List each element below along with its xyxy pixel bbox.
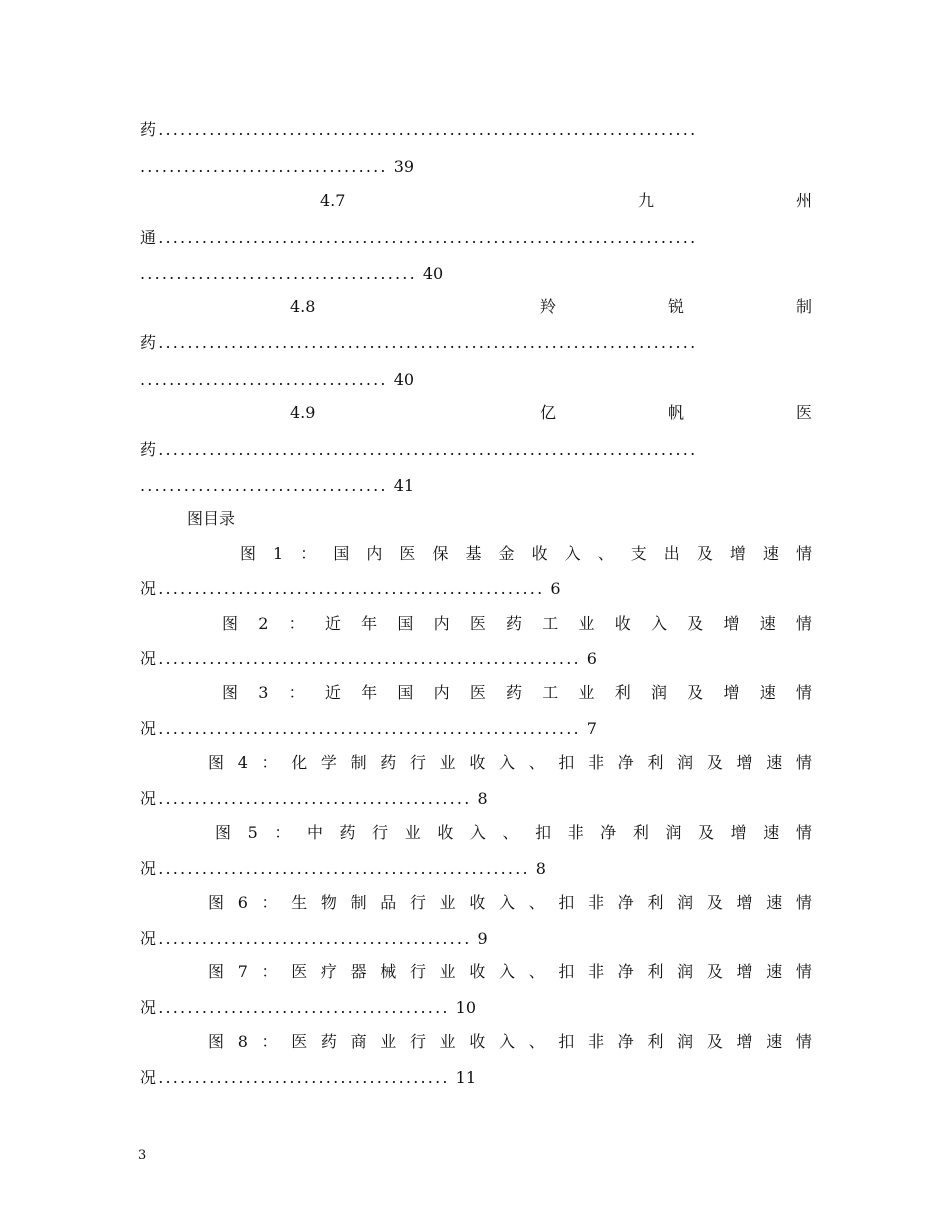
figure-title-char: 增 [723, 614, 740, 633]
toc-dot-leader: ........................................... [158, 929, 472, 948]
figure-title-char: 业 [380, 1032, 397, 1051]
toc-lead-char: 况 [140, 789, 159, 808]
toc-lead-char: 况 [140, 1068, 159, 1087]
figure-title-char: 增 [730, 823, 747, 842]
toc-entry-char: 帆 [668, 403, 685, 422]
figure-title-char: 药 [339, 823, 356, 842]
toc-page-number: 39 [393, 157, 415, 176]
figure-title-char: 润 [677, 893, 694, 912]
figure-title-char: 图 [208, 753, 225, 772]
figure-title-char: 增 [723, 683, 740, 702]
toc-page-number: 40 [422, 264, 444, 283]
toc-lead-char: 况 [140, 579, 159, 598]
figure-title-char: 物 [320, 893, 337, 912]
figure-entry-7-leader [140, 996, 812, 1020]
figure-title-char: 工 [542, 683, 559, 702]
toc-entry-4-9-line-2 [140, 474, 812, 498]
figure-title-char: 速 [759, 614, 776, 633]
figure-title-char: 入 [650, 614, 667, 633]
figure-title-char: 非 [588, 753, 605, 772]
figure-title-char: 行 [409, 962, 426, 981]
toc-entry-4-8-line-1 [140, 331, 812, 355]
figure-entry-2-leader [140, 647, 812, 671]
figure-title-char: 金 [498, 544, 515, 563]
figure-title-char: 及 [706, 753, 723, 772]
toc-dot-leader: .................................. [140, 370, 388, 389]
figure-title-char: 业 [439, 753, 456, 772]
figure-title-char: 扣 [535, 823, 552, 842]
figure-title-char: 速 [766, 753, 783, 772]
figure-title-char: 中 [306, 823, 323, 842]
figure-title-char: 行 [409, 753, 426, 772]
toc-dot-leader: .................................. [140, 157, 388, 176]
figure-title-char: 业 [439, 893, 456, 912]
figure-title-char: 净 [600, 823, 617, 842]
figure-title-char: 净 [617, 893, 634, 912]
figure-title-char: 业 [578, 683, 595, 702]
figure-title-char: 基 [465, 544, 482, 563]
figure-title-char: 内 [433, 614, 450, 633]
figure-title-char: 增 [736, 962, 753, 981]
figure-title-char: ： [274, 823, 291, 842]
figure-title-char: 国 [397, 683, 414, 702]
figure-title-char: 净 [617, 1032, 634, 1051]
figure-title-char: 医 [291, 962, 308, 981]
figure-title-char: 年 [361, 614, 378, 633]
figure-title-char: 业 [439, 962, 456, 981]
toc-entry-4-7-title [320, 189, 812, 213]
figure-title-char: 药 [320, 1032, 337, 1051]
figure-title-char: 扣 [558, 753, 575, 772]
figure-title-char: 图 [208, 962, 225, 981]
figure-title-char: 情 [795, 683, 812, 702]
toc-page-number: 9 [477, 929, 488, 948]
toc-page-number: 8 [477, 789, 488, 808]
toc-entry-number: 4.7 [320, 191, 346, 210]
figure-title-char: 及 [706, 962, 723, 981]
figure-title-char: 年 [361, 683, 378, 702]
figure-title-char: 药 [380, 753, 397, 772]
figure-title-char: 速 [766, 962, 783, 981]
figure-title-char: 扣 [558, 962, 575, 981]
figure-title-char: 入 [469, 823, 486, 842]
toc-page-number: 6 [550, 579, 561, 598]
figure-title-char: 化 [291, 753, 308, 772]
toc-entry-4-8-title [290, 295, 812, 319]
toc-dot-leader: .......................................................... [158, 719, 581, 738]
toc-lead-char: 况 [140, 719, 159, 738]
figure-title-char: 入 [499, 1032, 516, 1051]
figure-title-char: 及 [687, 614, 704, 633]
figure-title-char: 增 [736, 753, 753, 772]
figure-title-char: 情 [795, 823, 812, 842]
figure-title-char: 净 [617, 962, 634, 981]
figure-title-char: 工 [542, 614, 559, 633]
figure-title-char: 疗 [320, 962, 337, 981]
figure-title-char: 、 [528, 962, 545, 981]
figure-title-char: 利 [614, 683, 631, 702]
figure-entry-4-leader [140, 787, 812, 811]
figure-title-char: 保 [432, 544, 449, 563]
toc-dot-leader: ........................................ [158, 998, 450, 1017]
toc-lead-char: 况 [140, 859, 159, 878]
toc-dot-leader: .......................................................................... [158, 333, 698, 352]
figure-entry-6-title [208, 891, 812, 915]
toc-entry-number: 4.9 [290, 403, 316, 422]
figure-title-char: 润 [677, 1032, 694, 1051]
toc-dot-leader: .................................. [140, 476, 388, 495]
toc-dot-leader: .......................................................................... [158, 120, 698, 139]
figure-title-char: 增 [736, 1032, 753, 1051]
toc-lead-char: 况 [140, 998, 159, 1017]
figure-title-char: 扣 [558, 893, 575, 912]
figure-entry-1-leader [140, 577, 812, 601]
figure-title-char: 制 [350, 893, 367, 912]
figure-title-char: 入 [499, 893, 516, 912]
figure-title-char: ： [300, 544, 317, 563]
figure-title-char: 增 [729, 544, 746, 563]
figure-title-char: 及 [706, 893, 723, 912]
toc-dot-leader: ................................................... [158, 859, 530, 878]
figure-title-char: 业 [404, 823, 421, 842]
figure-title-char: 2 [258, 614, 269, 633]
figure-title-char: ： [261, 1032, 278, 1051]
figure-entry-8-leader [140, 1066, 812, 1090]
figure-title-char: 械 [380, 962, 397, 981]
figure-title-char: 业 [439, 1032, 456, 1051]
toc-lead-char: 药 [140, 120, 159, 139]
figure-title-char: 非 [588, 893, 605, 912]
toc-page-number: 40 [393, 370, 415, 389]
figure-title-char: 、 [528, 1032, 545, 1051]
figure-title-char: 商 [350, 1032, 367, 1051]
figure-title-char: 、 [502, 823, 519, 842]
figure-title-char: 情 [795, 753, 812, 772]
figure-entry-5-title [215, 821, 812, 845]
toc-dot-leader: ...................................... [140, 264, 417, 283]
figure-title-char: 润 [677, 962, 694, 981]
figure-title-char: 净 [617, 753, 634, 772]
toc-entry-char: 医 [795, 403, 812, 422]
toc-entry-4-8-line-2 [140, 368, 812, 392]
toc-dot-leader: ........................................ [158, 1068, 450, 1087]
figure-title-char: 速 [766, 1032, 783, 1051]
figure-entry-6-leader [140, 927, 812, 951]
figure-title-char: 非 [588, 1032, 605, 1051]
toc-entry-4-9-title [290, 401, 812, 425]
figure-title-char: ： [288, 614, 305, 633]
figure-title-char: 利 [647, 893, 664, 912]
figure-title-char: 7 [237, 962, 248, 981]
figure-entry-3-leader [140, 717, 812, 741]
figure-title-char: 医 [469, 614, 486, 633]
toc-page-number: 11 [455, 1068, 476, 1087]
figure-title-char: 1 [273, 544, 284, 563]
toc-lead-char: 药 [140, 333, 159, 352]
figure-title-char: 速 [759, 683, 776, 702]
figure-title-char: 情 [795, 962, 812, 981]
figure-title-char: 药 [506, 614, 523, 633]
figure-title-char: 入 [499, 962, 516, 981]
figure-title-char: 润 [650, 683, 667, 702]
figure-title-char: 出 [663, 544, 680, 563]
figure-title-char: 8 [237, 1032, 248, 1051]
figure-title-char: 及 [696, 544, 713, 563]
figure-title-char: 近 [324, 683, 341, 702]
figure-title-char: ： [261, 893, 278, 912]
toc-dot-leader: .......................................................................... [158, 228, 698, 247]
toc-entry-4-7-line-2 [140, 262, 812, 286]
toc-entry-number: 4.8 [290, 297, 316, 316]
toc-entry-4-7-line-1 [140, 226, 812, 250]
figure-title-char: 制 [350, 753, 367, 772]
figure-title-char: 支 [630, 544, 647, 563]
page-number-footer: 3 [138, 1148, 147, 1163]
figure-entry-2-title [222, 612, 812, 636]
figure-title-char: 品 [380, 893, 397, 912]
figure-title-char: ： [288, 683, 305, 702]
toc-page-number: 10 [455, 998, 476, 1017]
figure-entry-8-title [208, 1030, 812, 1054]
figure-title-char: 图 [240, 544, 257, 563]
figure-title-char: 图 [222, 614, 239, 633]
toc-page-number: 6 [586, 649, 597, 668]
figure-title-char: 学 [320, 753, 337, 772]
figure-title-char: 行 [409, 1032, 426, 1051]
figure-title-char: 情 [795, 544, 812, 563]
figure-title-char: ： [261, 753, 278, 772]
toc-dot-leader: ..................................................... [158, 579, 545, 598]
figure-title-char: 情 [795, 1032, 812, 1051]
figure-title-char: 国 [397, 614, 414, 633]
figure-entry-4-title [208, 751, 812, 775]
figure-title-char: 利 [647, 962, 664, 981]
toc-entry-4-9-line-1 [140, 438, 812, 462]
toc-entry-char: 亿 [540, 403, 557, 422]
figure-title-char: 图 [208, 1032, 225, 1051]
toc-dot-leader: .......................................................... [158, 649, 581, 668]
figure-title-char: 及 [687, 683, 704, 702]
figure-title-char: 利 [647, 1032, 664, 1051]
toc-lead-char: 况 [140, 649, 159, 668]
toc-page-number: 8 [535, 859, 546, 878]
figure-title-char: 收 [469, 962, 486, 981]
toc-dot-leader: ........................................... [158, 789, 472, 808]
toc-entry-char: 锐 [668, 297, 685, 316]
figure-title-char: 收 [469, 893, 486, 912]
figure-title-char: 利 [647, 753, 664, 772]
figure-title-char: 器 [350, 962, 367, 981]
toc-page-number: 41 [393, 476, 415, 495]
toc-line-cont-top-1 [140, 118, 812, 142]
figure-title-char: 润 [665, 823, 682, 842]
toc-entry-char: 羚 [540, 297, 557, 316]
figure-title-char: 医 [291, 1032, 308, 1051]
figure-title-char: 图 [208, 893, 225, 912]
figure-title-char: 生 [291, 893, 308, 912]
figure-title-char: 业 [578, 614, 595, 633]
figure-title-char: 收 [531, 544, 548, 563]
figure-entry-7-title [208, 960, 812, 984]
figure-title-char: 6 [237, 893, 248, 912]
figure-title-char: 行 [409, 893, 426, 912]
figure-title-char: 、 [528, 753, 545, 772]
figure-title-char: 图 [215, 823, 232, 842]
figure-title-char: 5 [247, 823, 258, 842]
figure-title-char: 药 [506, 683, 523, 702]
figure-title-char: 入 [499, 753, 516, 772]
figure-title-char: 收 [469, 753, 486, 772]
figure-title-char: 增 [736, 893, 753, 912]
figure-title-char: 收 [437, 823, 454, 842]
figure-title-char: 入 [564, 544, 581, 563]
figure-title-char: 、 [597, 544, 614, 563]
toc-entry-char: 制 [795, 297, 812, 316]
figure-list-heading: 图目录 [187, 509, 236, 528]
figure-title-char: 近 [324, 614, 341, 633]
figure-title-char: 国 [333, 544, 350, 563]
figure-title-char: 收 [469, 1032, 486, 1051]
figure-title-char: ： [261, 962, 278, 981]
figure-title-char: 内 [366, 544, 383, 563]
toc-lead-char: 况 [140, 929, 159, 948]
figure-entry-1-title [240, 542, 812, 566]
toc-entry-char: 州 [795, 191, 812, 210]
figure-title-char: 行 [372, 823, 389, 842]
toc-dot-leader: .......................................................................... [158, 440, 698, 459]
figure-title-char: 及 [706, 1032, 723, 1051]
figure-title-char: 3 [258, 683, 269, 702]
figure-title-char: 扣 [558, 1032, 575, 1051]
figure-title-char: 收 [614, 614, 631, 633]
figure-title-char: 、 [528, 893, 545, 912]
figure-entry-3-title [222, 681, 812, 705]
figure-title-char: 速 [766, 893, 783, 912]
figure-title-char: 情 [795, 614, 812, 633]
toc-page-number: 7 [586, 719, 597, 738]
figure-title-char: 医 [399, 544, 416, 563]
figure-title-char: 及 [698, 823, 715, 842]
figure-title-char: 医 [469, 683, 486, 702]
toc-lead-char: 药 [140, 440, 159, 459]
figure-title-char: 图 [222, 683, 239, 702]
figure-title-char: 非 [588, 962, 605, 981]
toc-line-cont-top-2 [140, 155, 812, 179]
figure-title-char: 速 [763, 823, 780, 842]
figure-entry-5-leader [140, 857, 812, 881]
toc-entry-char: 九 [638, 191, 655, 210]
figure-title-char: 润 [677, 753, 694, 772]
toc-lead-char: 通 [140, 228, 159, 247]
figure-title-char: 速 [762, 544, 779, 563]
figure-title-char: 4 [237, 753, 248, 772]
figure-title-char: 非 [567, 823, 584, 842]
figure-title-char: 情 [795, 893, 812, 912]
figure-title-char: 利 [632, 823, 649, 842]
figure-title-char: 内 [433, 683, 450, 702]
